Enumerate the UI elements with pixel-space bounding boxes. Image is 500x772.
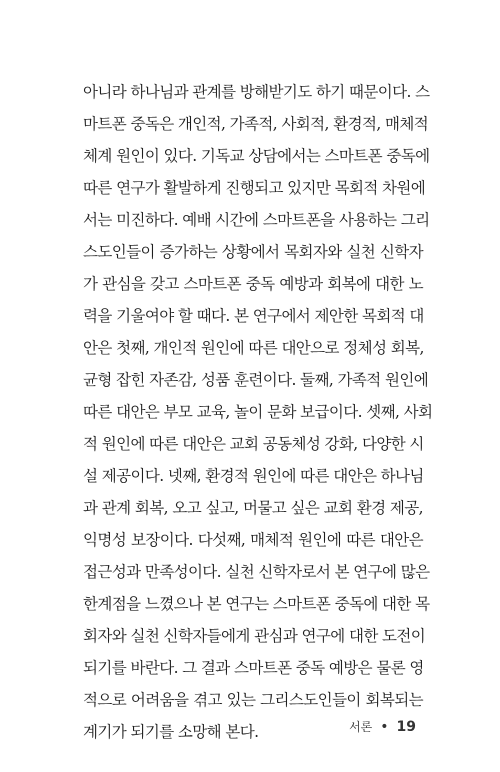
text-line: 서는 미진하다. 예배 시간에 스마트폰을 사용하는 그리	[83, 211, 430, 229]
text-line: 아니라 하나님과 관계를 방해받기도 하기 때문이다. 스	[83, 83, 430, 101]
page-footer	[349, 718, 416, 735]
text-line: 되기를 바란다. 그 결과 스마트폰 중독 예방은 물론 영	[83, 659, 424, 677]
text-line: 가 관심을 갖고 스마트폰 중독 예방과 회복에 대한 노	[83, 275, 423, 293]
text-line: 력을 기울여야 할 때다. 본 연구에서 제안한 목회적 대	[83, 307, 424, 325]
body-paragraph	[83, 76, 433, 748]
page-number: 19	[396, 718, 416, 735]
text-line: 적으로 어려움을 겪고 있는 그리스도인들이 회복되는	[83, 691, 423, 709]
text-line: 마트폰 중독은 개인적, 가족적, 사회적, 환경적, 매체적	[83, 115, 429, 133]
text-line: 과 관계 회복, 오고 싶고, 머물고 싶은 교회 환경 제공,	[83, 499, 423, 517]
text-line: 따른 대안은 부모 교육, 놀이 문화 보급이다. 셋째, 사회	[83, 403, 433, 421]
text-line: 적 원인에 따른 대안은 교회 공동체성 강화, 다양한 시	[83, 435, 424, 453]
text-line: 균형 잡힌 자존감, 성품 훈련이다. 둘째, 가족적 원인에	[83, 371, 429, 389]
text-line: 익명성 보장이다. 다섯째, 매체적 원인에 따른 대안은	[83, 531, 423, 549]
text-line: 체계 원인이 있다. 기독교 상담에서는 스마트폰 중독에	[83, 147, 430, 165]
text-line: 설 제공이다. 넷째, 환경적 원인에 따른 대안은 하나님	[83, 467, 424, 485]
section-title: 서론	[349, 720, 373, 734]
text-line-last: 계기가 되기를 소망해 본다.	[83, 723, 259, 741]
text-line: 스도인들이 증가하는 상황에서 목회자와 실천 신학자	[83, 243, 423, 261]
text-line: 회자와 실천 신학자들에게 관심과 연구에 대한 도전이	[83, 627, 426, 645]
bullet-separator: •	[380, 718, 389, 735]
text-line: 안은 첫째, 개인적 원인에 따른 대안으로 정체성 회복,	[83, 339, 424, 357]
text-line: 접근성과 만족성이다. 실천 신학자로서 본 연구에 많은	[83, 563, 430, 581]
text-line: 한계점을 느꼈으나 본 연구는 스마트폰 중독에 대한 목	[83, 595, 430, 613]
text-line: 따른 연구가 활발하게 진행되고 있지만 목회적 차원에	[83, 179, 426, 197]
